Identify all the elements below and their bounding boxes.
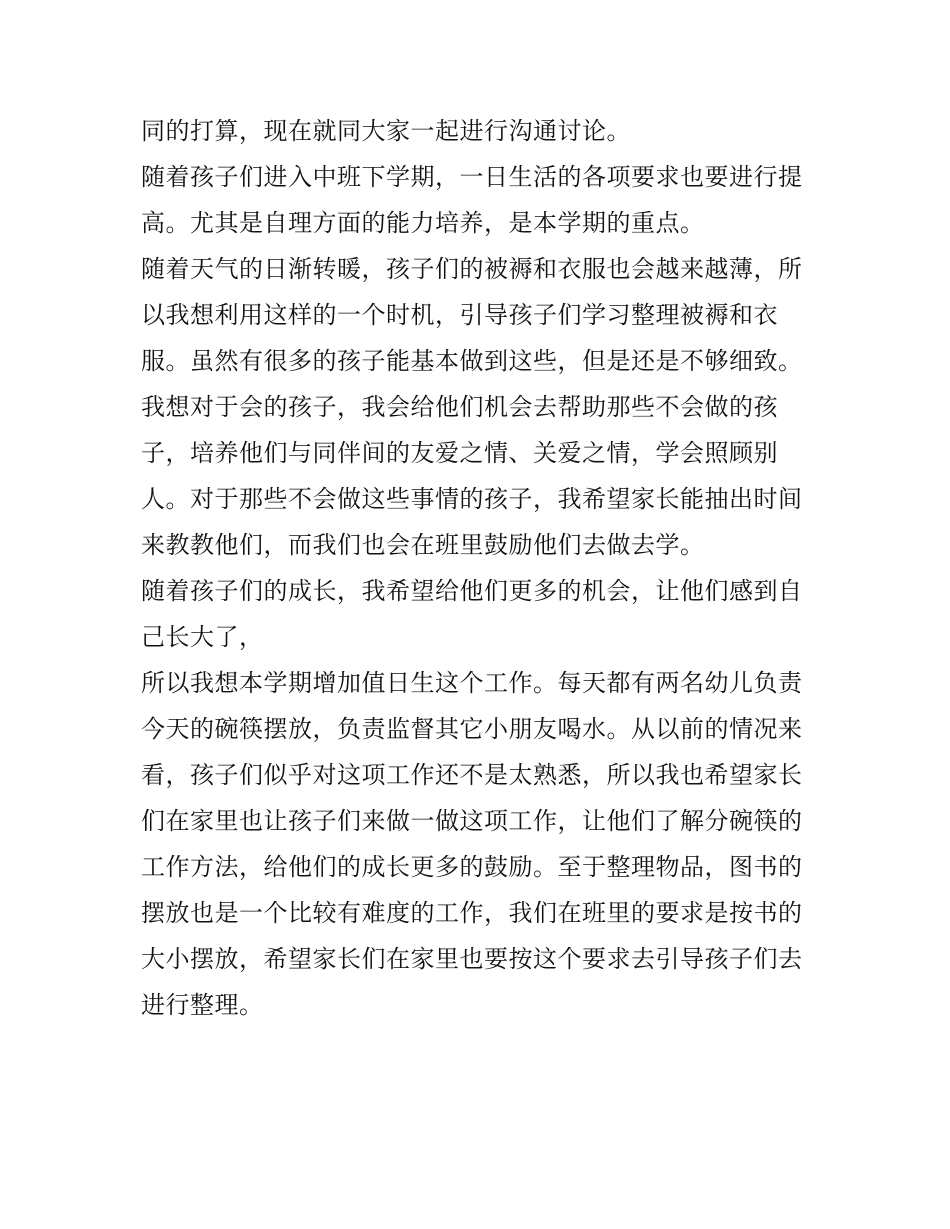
text-line-10: 来教教他们，而我们也会在班里鼓励他们去做去学。: [141, 531, 705, 559]
text-line-18: 摆放也是一个比较有难度的工作，我们在班里的要求是按书的: [141, 899, 803, 927]
text-line-16: 们在家里也让孩子们来做一做这项工作，让他们了解分碗筷的: [141, 807, 803, 835]
text-line-1: 同的打算，现在就同大家一起进行沟通讨论。: [141, 117, 631, 145]
text-line-7: 我想对于会的孩子，我会给他们机会去帮助那些不会做的孩: [141, 393, 778, 421]
text-line-19: 大小摆放，希望家长们在家里也要按这个要求去引导孩子们去: [141, 945, 803, 973]
text-line-15: 看，孩子们似乎对这项工作还不是太熟悉，所以我也希望家长: [141, 761, 803, 789]
text-line-12: 己长大了，: [141, 623, 264, 651]
text-line-9: 人。对于那些不会做这些事情的孩子，我希望家长能抽出时间: [141, 485, 803, 513]
text-line-17: 工作方法，给他们的成长更多的鼓励。至于整理物品，图书的: [141, 853, 803, 881]
text-line-3: 高。尤其是自理方面的能力培养，是本学期的重点。: [141, 209, 705, 237]
text-line-8: 子，培养他们与同伴间的友爱之情、关爱之情，学会照顾别: [141, 439, 778, 467]
text-line-6: 服。虽然有很多的孩子能基本做到这些，但是还是不够细致。: [141, 347, 803, 375]
text-line-4: 随着天气的日渐转暖，孩子们的被褥和衣服也会越来越薄，所: [141, 255, 803, 283]
text-line-11: 随着孩子们的成长，我希望给他们更多的机会，让他们感到自: [141, 577, 803, 605]
text-line-20: 进行整理。: [141, 991, 264, 1019]
text-line-14: 今天的碗筷摆放，负责监督其它小朋友喝水。从以前的情况来: [141, 715, 803, 743]
body-text: [141, 108, 821, 1028]
text-line-13: 所以我想本学期增加值日生这个工作。每天都有两名幼儿负责: [141, 669, 803, 697]
text-line-2: 随着孩子们进入中班下学期，一日生活的各项要求也要进行提: [141, 163, 803, 191]
text-line-5: 以我想利用这样的一个时机，引导孩子们学习整理被褥和衣: [141, 301, 778, 329]
